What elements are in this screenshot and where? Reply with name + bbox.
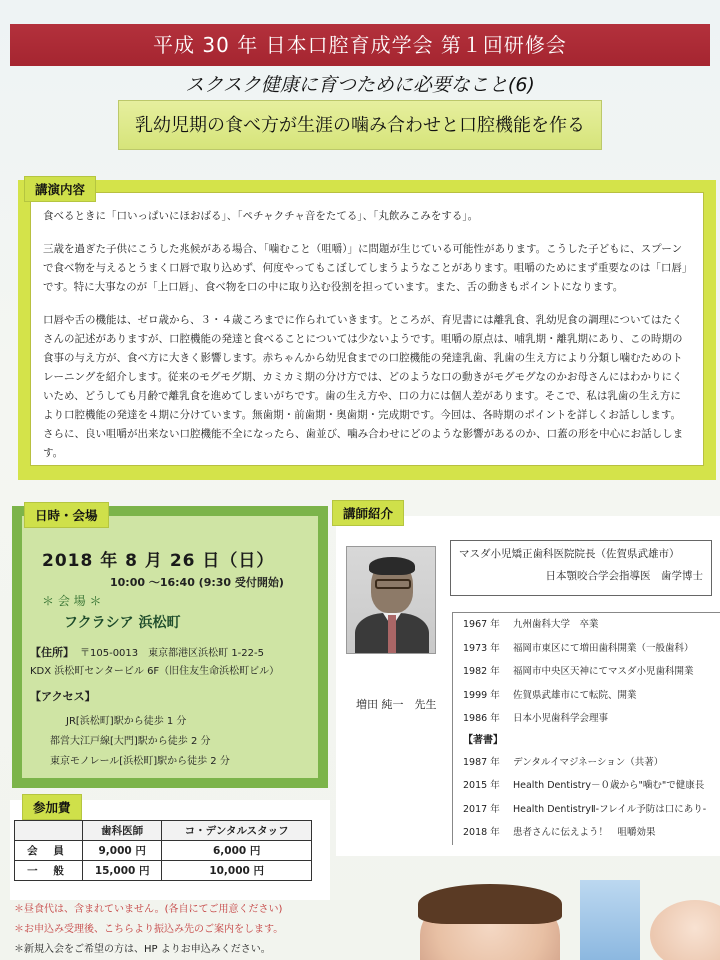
address-label: 【住所】 bbox=[30, 646, 74, 659]
event-title-bar: 平成 30 年 日本口腔育成学会 第１回研修会 bbox=[10, 24, 710, 66]
children-photo bbox=[400, 880, 720, 960]
career-row: 1999 年 佐賀県武雄市にて転院、開業 bbox=[463, 689, 637, 701]
date-venue-section bbox=[12, 506, 328, 788]
fee-note: ＊新規入会をご希望の方は、HP よりお申込みください。 bbox=[14, 944, 271, 955]
venue-name: フクラシア 浜松町 bbox=[64, 615, 181, 631]
access-item: 東京モノレール[浜松町]駅から徒歩 2 分 bbox=[50, 756, 230, 767]
fee-row-label: 会 員 bbox=[15, 841, 83, 861]
date-venue-heading: 日時・会場 bbox=[24, 502, 109, 528]
career-row: 1973 年 福岡市東区にて増田歯科開業（一般歯科） bbox=[463, 642, 694, 654]
event-date: 2018 年 8 月 26 日（日） bbox=[42, 551, 275, 571]
speaker-career bbox=[452, 612, 720, 845]
fee-row bbox=[15, 861, 312, 881]
speaker-heading: 講師紹介 bbox=[332, 500, 404, 526]
fee-cell: 10,000 円 bbox=[162, 861, 312, 881]
lecture-paragraph-2: 三歳を過ぎた子供にこうした兆候がある場合、「噛むこと（咀嚼）」に問題が生じている可能性があります。こうした子どもに、スプーンで食べ物を与えるとうまく口唇で取り込めず、何度やってもこぼしてしまうようなことがあります。咀嚼のためにまず重要なのは「口唇」です。特に大事なのが「上口唇」、食べ物を口の中に取り込む役割を担っています。また、舌の動きもポイントになります。 bbox=[43, 243, 688, 293]
series-title: スクスク健康に育つために必要なこと(6) bbox=[185, 74, 535, 96]
date-venue-box bbox=[22, 516, 318, 778]
career-row: 1986 年 日本小児歯科学会理事 bbox=[463, 713, 609, 724]
fee-col-header: コ・デンタルスタッフ bbox=[162, 821, 312, 841]
fee-note: ＊昼食代は、含まれていません。(各自にてご用意ください) bbox=[14, 904, 283, 915]
lecture-text-box bbox=[30, 192, 704, 466]
access-item: JR[浜松町]駅から徒歩 1 分 bbox=[66, 716, 187, 727]
career-row: 1967 年 九州歯科大学 卒業 bbox=[463, 619, 599, 630]
book-row: 1987 年 デンタルイマジネーション（共著） bbox=[463, 756, 664, 768]
fee-heading: 参加費 bbox=[22, 794, 82, 820]
lecture-section bbox=[18, 180, 716, 480]
fee-cell: 6,000 円 bbox=[162, 841, 312, 861]
access-item: 都営大江戸線[大門]駅から徒歩 2 分 bbox=[50, 736, 211, 747]
lecture-paragraph-1: 食べるときに「口いっぱいにほおばる」、「ペチャクチャ音をたてる」、「丸飲みこみをする」。 bbox=[43, 210, 479, 222]
fee-note: ＊お申込み受理後、こちらより振込み先のご案内をします。 bbox=[14, 924, 284, 935]
book-row: 2017 年 Health DentistryⅡ-フレイル予防は口にあり- bbox=[463, 803, 707, 815]
fee-table-corner bbox=[15, 821, 83, 841]
book-row: 2018 年 患者さんに伝えよう！ 咀嚼効果 bbox=[463, 827, 656, 838]
access-label: 【アクセス】 bbox=[30, 690, 96, 703]
venue-label: ＊ 会 場 ＊ bbox=[42, 594, 102, 608]
fee-col-header: 歯科医師 bbox=[83, 821, 162, 841]
book-row: 2015 年 Health Dentistry－０歳から"噛む"で健康長 bbox=[463, 780, 705, 791]
fee-notes bbox=[14, 900, 283, 960]
speaker-name: 増田 純一 先生 bbox=[356, 698, 437, 711]
speaker-photo bbox=[346, 546, 436, 654]
address-line-1: 〒105-0013 東京都港区浜松町 1-22-5 bbox=[80, 648, 264, 659]
speaker-title-box bbox=[450, 540, 712, 596]
fee-cell: 15,000 円 bbox=[83, 861, 162, 881]
fee-row bbox=[15, 841, 312, 861]
speaker-credentials: 日本顎咬合学会指導医 歯学博士 bbox=[545, 570, 703, 582]
books-label: 【著書】 bbox=[463, 734, 503, 746]
fee-cell: 9,000 円 bbox=[83, 841, 162, 861]
lecture-paragraph-3: 口唇や舌の機能は、ゼロ歳から、３・４歳ころまでに作られていきます。ところが、育児書には離乳食、乳幼児食の調理についてはたくさんの記述がありますが、口腔機能の発達と食べることについては少ないようです。咀嚼の原点は、哺乳期・離乳期にあり、この時期の食事の与え方が、食べ方に大きく影響します。赤ちゃんから幼児食までの口腔機能の発達乳歯、乳歯の生え方により分類し噛むためのトレーニングを紹介します。従来のモグモグ期、カミカミ期の分け方では、どのような口の動きがモグモグなのかお母さんにはわかりにくいため、どうしても月齢で離乳食を進めてしまいがちです。歯の生え方や、口の力には個人差があります。そこで、私は乳歯の生え方により口腔機能の発達を４期に分けています。無歯期・前歯期・奥歯期・完成期です。今回は、各時期のポイントを詳しくお話しします。さらに、良い咀嚼が出来ない口腔機能不全になったら、歯並び、噛み合わせにどのような影響があるのか、口蓋の形を中心にお話しします。 bbox=[43, 314, 684, 459]
fee-table bbox=[14, 820, 312, 881]
speaker-affiliation: マスダ小児矯正歯科医院院長（佐賀県武雄市） bbox=[459, 548, 680, 560]
fee-row-label: 一 般 bbox=[15, 861, 83, 881]
event-time: 10:00 ～16:40 (9:30 受付開始) bbox=[110, 576, 284, 589]
lecture-heading: 講演内容 bbox=[24, 176, 96, 202]
address-line-2: KDX 浜松町センタービル 6F（旧住友生命浜松町ビル） bbox=[30, 666, 280, 677]
lecture-topic: 乳幼児期の食べ方が生涯の噛み合わせと口腔機能を作る bbox=[118, 100, 602, 150]
career-row: 1982 年 福岡市中央区天神にてマスダ小児歯科開業 bbox=[463, 666, 694, 677]
